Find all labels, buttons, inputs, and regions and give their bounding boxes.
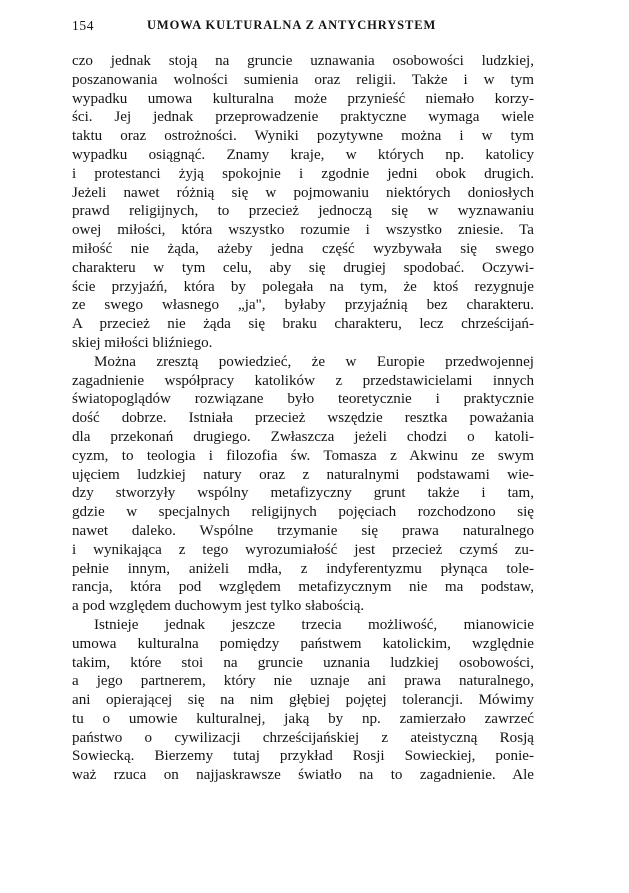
text-line: rancja, która pod względem metafizycznym nie ma podstaw, (72, 579, 534, 596)
text-line: skiej miłości bliźniego. (72, 334, 213, 351)
text-line: światopoglądów rozwiązane było teoretycznie i praktycznie (72, 391, 534, 408)
text-line: Istnieje jednak jeszcze trzecia możliwość, mianowicie (94, 616, 534, 633)
text-line: wypadku osiągnąć. Znamy kraje, w których np. katolicy (72, 146, 534, 163)
text-line: i protestanci żyją spokojnie i zgodnie jedni obok drugich. (72, 165, 534, 182)
text-line: zagadnienie współpracy katolików z przedstawicielami innych (72, 372, 534, 389)
text-line: nawet daleko. Wspólne trzymanie się prawa naturalnego (72, 522, 534, 539)
text-line: owej miłości, która wszystko rozumie i wszystko zniesie. Ta (72, 222, 534, 239)
text-line: miłość nie żąda, ażeby jedna część wyzbywała się swego (72, 240, 534, 257)
text-line: czo jednak stoją na gruncie uznawania osobowości ludzkiej, (72, 53, 534, 69)
text-line: ujęciem ludzkiej natury oraz z naturalnymi podstawami wie- (72, 466, 534, 483)
paragraph-3 (72, 616, 534, 785)
text-line: taktu oraz ostrożności. Wyniki pozytywne można i w tym (72, 128, 534, 145)
text-line: gdzie w specjalnych religijnych pojęciach rozchodzono się (72, 504, 534, 521)
text-line: Można zresztą powiedzieć, że w Europie przedwojennej (94, 353, 534, 370)
text-line: takim, które stoi na gruncie uznania ludzkiej osobowości, (72, 654, 534, 671)
paragraph-2 (72, 353, 534, 616)
text-line: cyzm, to teologia i filozofia św. Tomasza z Akwinu ze swym (72, 447, 534, 464)
text-line: państwo o cywilizacji chrześcijańskiej z ateistyczną Rosją (72, 729, 534, 746)
text-line: wypadku umowa kulturalna może przynieść niemało korzy- (72, 90, 534, 107)
text-line: ani opierającej się na nim głębiej pojętej tolerancji. Mówimy (72, 692, 534, 709)
text-line: prawd religijnych, to przecież jednoczą się w wyznawaniu (72, 203, 534, 220)
text-line: a jego partnerem, który nie uznaje ani prawa naturalnego, (72, 673, 534, 690)
text-line: Sowiecką. Bierzemy tutaj przykład Rosji Sowieckiej, ponie- (72, 748, 534, 765)
text-line: A przecież nie żąda się braku charakteru, lecz chrześcijań- (72, 316, 534, 333)
text-line: i wynikająca z tego wyrozumiałość jest przecież czymś zu- (72, 541, 534, 558)
text-line: Jeżeli nawet różnią się w pojmowaniu niektórych doniosłych (72, 184, 534, 201)
text-line: charakteru w tym celu, aby się drugiej spodobać. Oczywi- (72, 259, 534, 276)
page-number: 154 (72, 18, 95, 33)
text-line: dzy stworzyły wspólny metafizyczny grunt także i tam, (72, 485, 534, 502)
text-line: poszanowania wolności sumienia oraz religii. Także i w tym (72, 71, 534, 88)
paragraph-1 (72, 52, 534, 353)
text-line: ści. Jej jednak przeprowadzenie praktyczne wymaga wiele (72, 109, 534, 126)
text-line: ście przyjaźń, która by polegała na tym, że ktoś rezygnuje (72, 278, 534, 295)
text-line: dość dobrze. Istniała przecież wszędzie resztka poważania (72, 410, 534, 427)
text-line: tu o umowie kulturalnej, jaką by np. zamierzało zawrzeć (72, 710, 534, 727)
running-title: UMOWA KULTURALNA Z ANTYCHRYSTEM (147, 18, 437, 32)
text-line: a pod względem duchowym jest tylko słabością. (72, 598, 365, 615)
body-text (72, 52, 534, 785)
text-line: umowa kulturalna pomiędzy państwem katolickim, względnie (72, 635, 534, 652)
text-line: pełnie innym, aniżeli mdła, z indyferentyzmu płynąca tole- (72, 560, 534, 577)
text-line: waż rzuca on najjaskrawsze światło na to zagadnienie. Ale (72, 767, 534, 784)
text-line: ze swego własnego „ja", byłaby przyjaźnią bez charakteru. (72, 297, 534, 314)
running-head (72, 18, 534, 40)
book-page (72, 18, 534, 785)
text-line: dla przekonań drugiego. Zwłaszcza jeżeli chodzi o katoli- (72, 428, 534, 445)
